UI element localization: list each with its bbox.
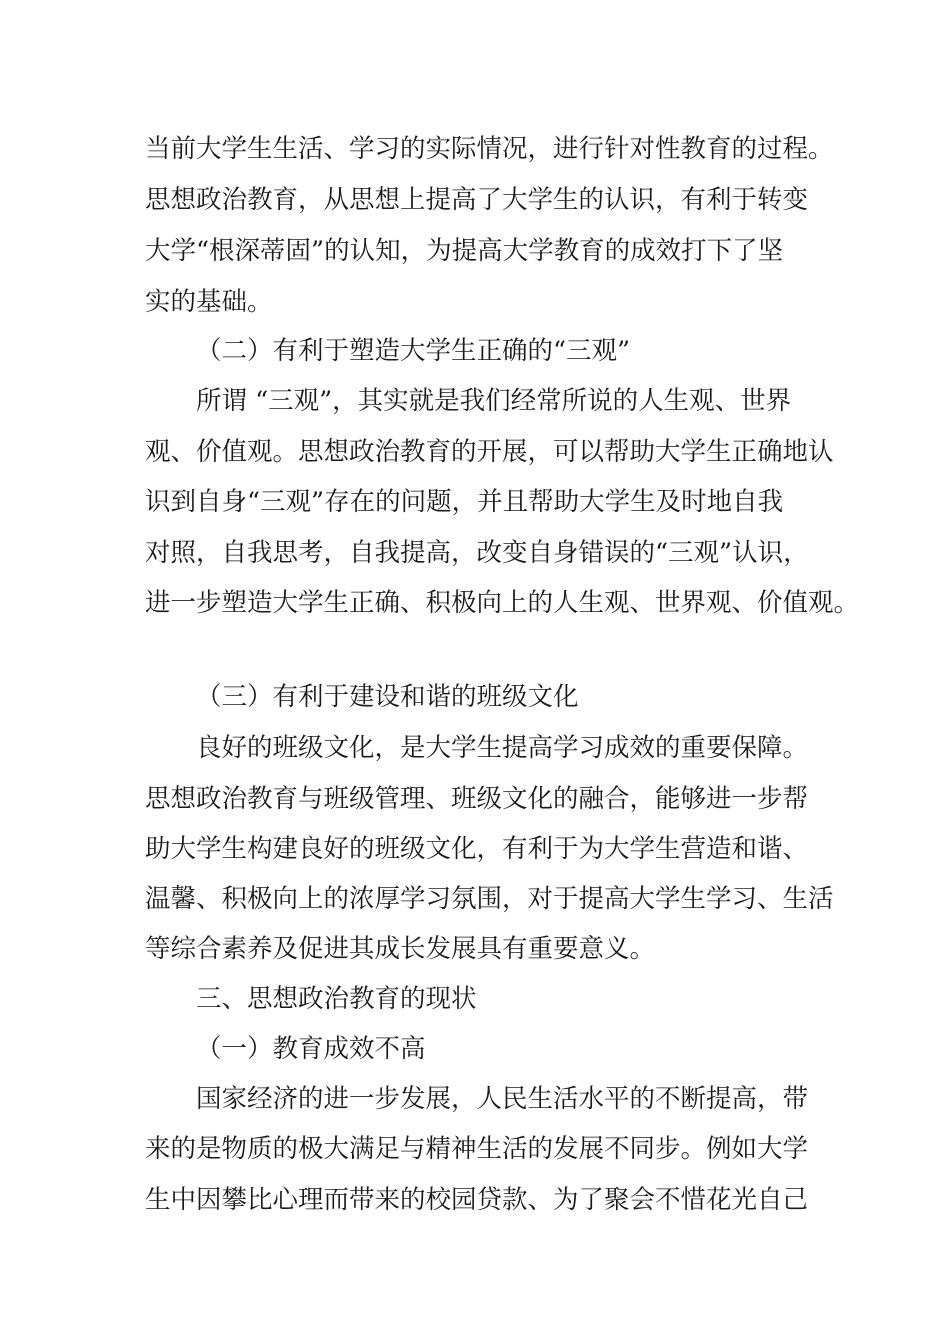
paragraph-line: 温馨、积极向上的浓厚学习氛围，对于提高大学生学习、生活 (145, 884, 834, 914)
paragraph-line: 思想政治教育，从思想上提高了大学生的认识，有利于转变 (145, 185, 809, 215)
section-heading: （三）有利于建设和谐的班级文化 (196, 682, 579, 712)
paragraph-line: 大学“根深蒂固”的认知，为提高大学教育的成效打下了坚 (145, 236, 784, 266)
paragraph-line: 国家经济的进一步发展，人民生活水平的不断提高，带 (196, 1084, 809, 1114)
paragraph-line: 观、价值观。思想政治教育的开展，可以帮助大学生正确地认 (145, 437, 834, 467)
paragraph-line: 当前大学生生活、学习的实际情况，进行针对性教育的过程。 (145, 134, 834, 164)
paragraph-line: 助大学生构建良好的班级文化，有利于为大学生营造和谐、 (145, 834, 809, 864)
paragraph-line: 所谓 “三观”，其实就是我们经常所说的人生观、世界 (196, 386, 792, 416)
paragraph-line: 等综合素养及促进其成长发展具有重要意义。 (145, 934, 656, 964)
section-heading: 三、思想政治教育的现状 (196, 984, 477, 1014)
paragraph-line: 对照，自我思考，自我提高，改变自身错误的“三观”认识， (145, 538, 809, 568)
paragraph-line: 思想政治教育与班级管理、班级文化的融合，能够进一步帮 (145, 784, 809, 814)
paragraph-line: 实的基础。 (145, 287, 273, 317)
paragraph-line: 生中因攀比心理而带来的校园贷款、为了聚会不惜花光自己 (145, 1185, 809, 1215)
paragraph-line: 进一步塑造大学生正确、积极向上的人生观、世界观、价值观。 (145, 588, 860, 618)
paragraph-line: 良好的班级文化，是大学生提高学习成效的重要保障。 (196, 733, 809, 763)
section-heading: （二）有利于塑造大学生正确的“三观” (196, 336, 631, 366)
section-heading: （一）教育成效不高 (196, 1034, 426, 1064)
paragraph-line: 识到自身“三观”存在的问题，并且帮助大学生及时地自我 (145, 487, 784, 517)
paragraph-line: 来的是物质的极大满足与精神生活的发展不同步。例如大学 (145, 1134, 809, 1164)
